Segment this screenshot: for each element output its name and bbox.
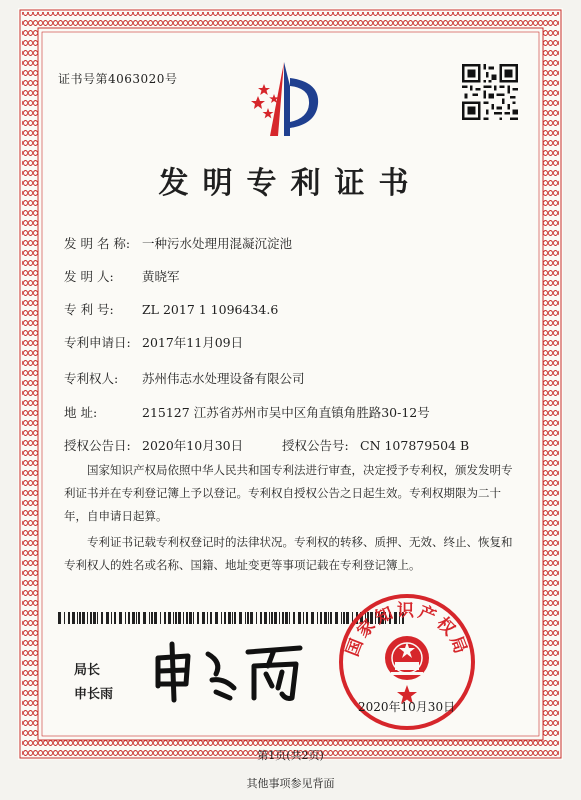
field-label: 专利权人: [64,371,119,386]
legal-paragraph: 国家知识产权局依照中华人民共和国专利法进行审查，决定授予专利权，颁发发明专利证书并在专利登记簿上予以登记。专利权自授权公告之日起生效。专利权期限为二十年，自申请日起算。 [64,463,513,523]
field-address [64,403,430,421]
field-label: 发 明 人: [64,269,114,284]
grant-number-value: CN 107879504 B [360,438,470,453]
grant-date-value: 2020年10月30日 [142,438,244,453]
patent-office-logo-icon [244,58,328,142]
handwritten-signature [150,640,305,704]
seal-date: 2020年10月30日 [358,700,456,714]
certificate-number: 证书号第4063020号 [58,72,178,86]
field-label: 专利申请日: [64,335,131,350]
grant-date-label: 授权公告日: [64,438,131,453]
field-application-date [64,333,243,351]
field-value: ZL 2017 1 1096434.6 [142,302,279,317]
field-value: 215127 江苏省苏州市吴中区角直镇角胜路30-12号 [142,405,430,420]
field-patent-number [64,300,278,318]
back-note: 其他事项参见背面 [246,777,335,790]
page-number: 第1页(共2页) [257,749,324,762]
field-label: 地 址: [64,405,98,420]
field-invention-name [64,234,292,252]
signature-title: 局长 [74,663,101,678]
field-label: 专 利 号: [64,302,114,317]
signature-name: 申长雨 [74,687,114,702]
legal-paragraph: 专利证书记载专利权登记时的法律状况。专利权的转移、质押、无效、终止、恢复和专利权人的姓名或名称、国籍、地址变更等事项记载在专利登记簿上。 [64,535,513,572]
field-patentee [64,369,305,387]
qr-code-icon [462,64,518,120]
field-value: 一种污水处理用混凝沉淀池 [142,236,293,251]
field-label: 发 明 名 称: [64,236,131,251]
seal-text: 国家知识产权局 [342,601,472,660]
field-value: 2017年11月09日 [142,335,244,350]
grant-number-label: 授权公告号: [282,438,349,453]
field-inventor [64,267,180,285]
field-value: 黄晓军 [142,269,180,284]
certificate-title: 发明专利证书 [158,166,423,201]
field-grant [64,436,469,454]
field-value: 苏州伟志水处理设备有限公司 [142,371,305,386]
